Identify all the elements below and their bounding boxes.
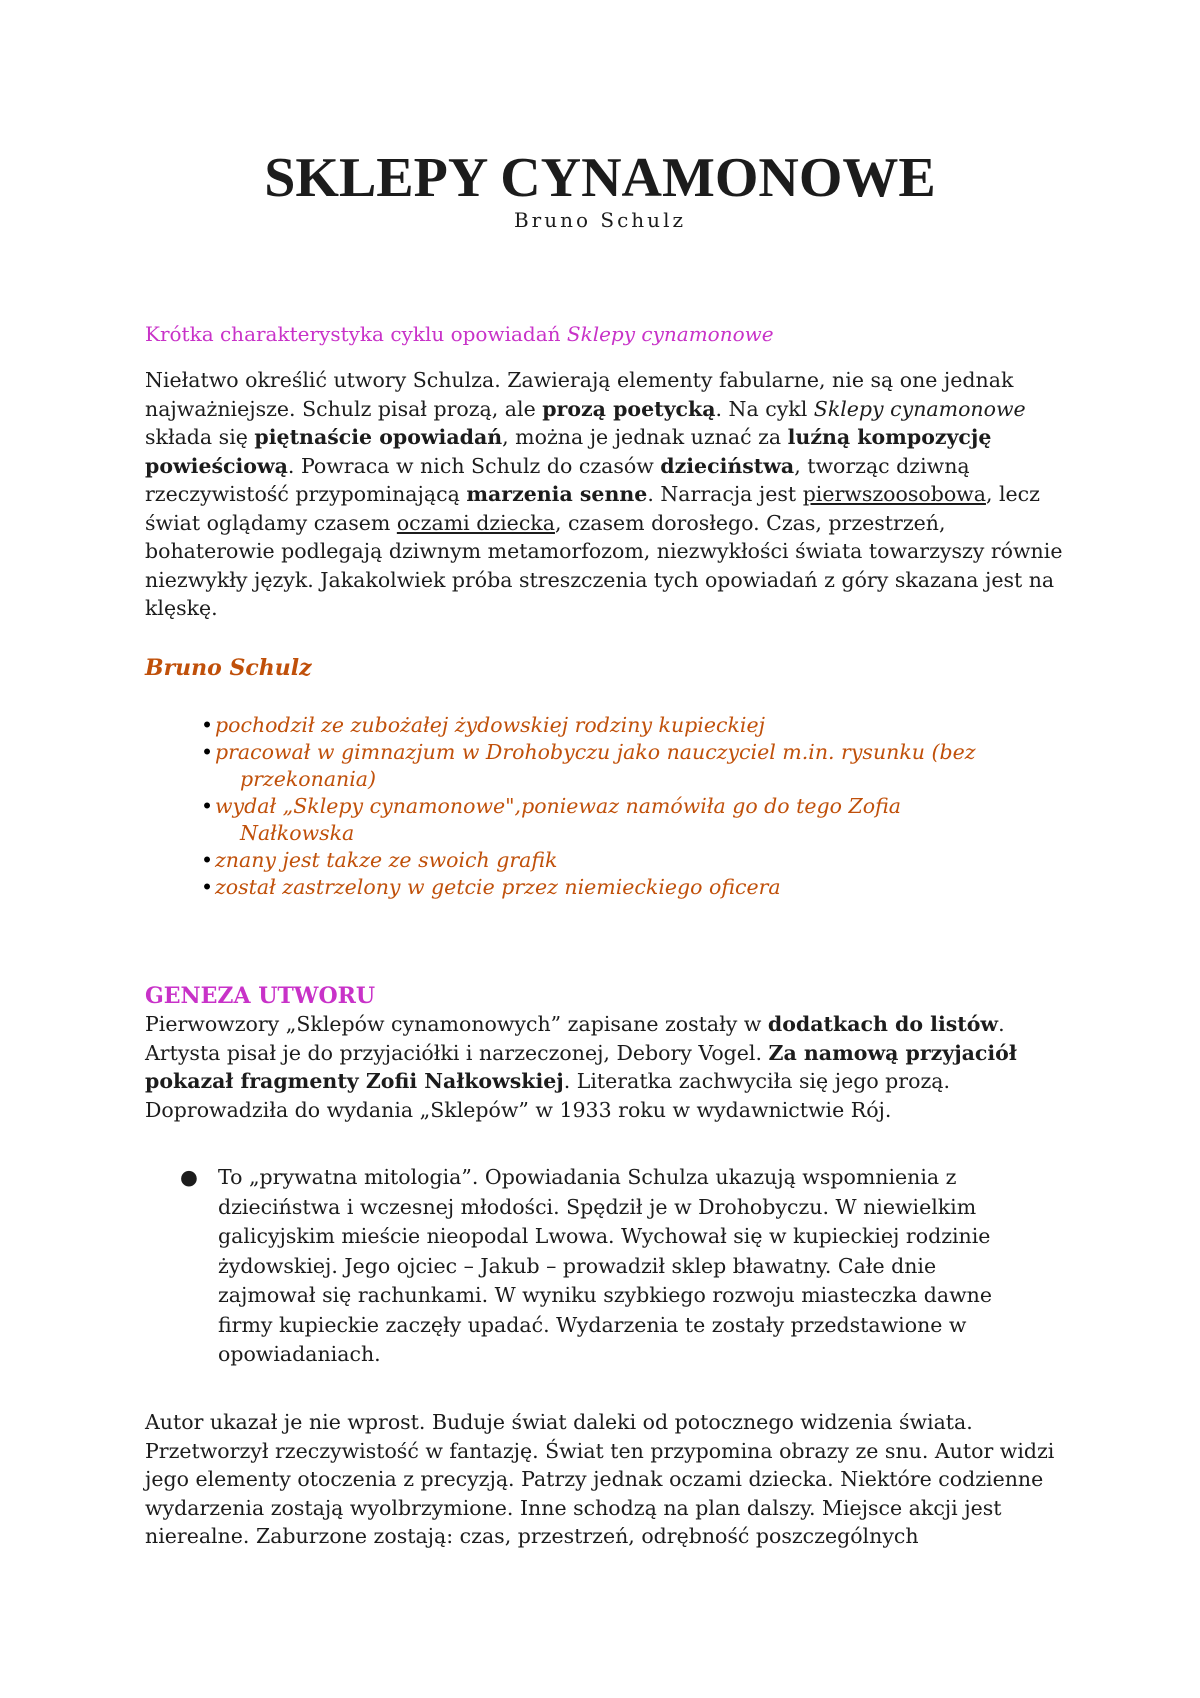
bold-run: dodatkach do listów (767, 1012, 999, 1036)
italic-run: Sklepy cynamonowe (813, 396, 1026, 421)
list-item-text: został zastrzelony w getcie przez niemieckiego oficera (215, 875, 781, 899)
list-item-text: znany jest takze ze swoich grafik (215, 848, 558, 872)
section-heading-characteristics (145, 322, 774, 346)
bold-run: luźną kompozycję powieściową (145, 425, 992, 478)
list-item-text: wydał „Sklepy cynamonowe",poniewaz namówiła go do tego Zofia (215, 794, 901, 818)
list-item-text: pracował w gimnazjum w Drohobyczu jako nauczyciel m.in. rysunku (bez (215, 740, 976, 764)
bullet-icon: • (201, 848, 214, 872)
author-facts-list (203, 712, 1063, 901)
text-run: . Artysta pisał je do przyjaciółki i narzeczonej, Debory Vogel. (145, 1012, 1005, 1065)
closing-paragraph: Autor ukazał je nie wprost. Buduje świat daleki od potocznego widzenia świata. Przetworzył rzeczywistość w fantazję. Świat ten przypomina obrazy ze snu. Autor widzi jego elementy otoczenia z precyzją. Patrzy jednak oczami dziecka. Niektóre codzienne wydarzenia zostają wyolbrzymione. Inne schodzą na plan dalszy. Miejsce akcji jest nierealne. Zaburzone zostają: czas, przestrzeń, odrębność poszczególnych (145, 1410, 1055, 1548)
bold-run: dzieciństwa (660, 453, 795, 478)
characteristics-paragraph (145, 366, 1075, 623)
text-run: , lecz świat oglądamy czasem (145, 482, 1040, 535)
text-run: Pierwowzory „Sklepów cynamonowych” zapisane zostały w (145, 1012, 768, 1036)
text-run: składa się (145, 425, 255, 449)
list-item-continuation: Nałkowska (240, 821, 355, 845)
text-run: . Na cykl (715, 396, 814, 421)
bullet-icon: • (201, 740, 214, 764)
bold-run: piętnaście opowiadań (254, 425, 503, 449)
document-author: Bruno Schulz (513, 208, 686, 232)
list-item (203, 847, 1063, 874)
text-run: , czasem dorosłego. Czas, przestrzeń, bohaterowie podlegają dziwnym metamorfozom, niezwykłości świata towarzyszy równie niezwykły język. Jakakolwiek próba streszczenia tych opowiadań z góry skazana jest na klęskę. (145, 510, 1063, 620)
text-run: Niełatwo określić utwory Schulza. Zawierają elementy fabularne, nie są one jednak najważniejsze. Schulz pisał prozą, ale (145, 368, 1014, 421)
bullet-icon: ● (180, 1165, 198, 1189)
section-heading-author: Bruno Schulz (145, 655, 312, 681)
text-run: . Powraca w nich Schulz do czasów (287, 453, 661, 478)
list-item (203, 793, 1063, 847)
bold-run: marzenia senne (466, 482, 648, 506)
bold-run: prozą poetycką (542, 396, 716, 421)
genesis-paragraph (145, 1010, 1085, 1124)
text-run: . Narracja jest (647, 482, 803, 506)
heading-italic-title: Sklepy cynamonowe (566, 322, 774, 346)
list-item-text: pochodził ze zubożałej żydowskiej rodziny kupieckiej (215, 713, 765, 737)
list-item (203, 739, 1063, 793)
bullet-icon: • (201, 713, 214, 737)
text-run: , tworząc dziwną rzeczywistość przypominającą (145, 453, 970, 506)
list-item (203, 874, 1063, 901)
underlined-run: oczami dziecka (396, 510, 555, 535)
heading-text: Krótka charakterystyka cyklu opowiadań (145, 322, 567, 346)
bullet-icon: • (201, 875, 214, 899)
list-item-continuation: przekonania) (240, 767, 377, 791)
text-run: , można je jednak uznać za (502, 425, 788, 449)
underlined-run: pierwszoosobowa (802, 482, 986, 506)
mythology-bullet-text: To „prywatna mitologia”. Opowiadania Schulza ukazują wspomnienia z dzieciństwa i wczesnej młodości. Spędził je w Drohobyczu. W niewielkim galicyjskim mieście nieopodal Lwowa. Wychował się w kupieckiej rodzinie żydowskiej. Jego ojciec – Jakub – prowadził sklep bławatny. Całe dnie zajmował się rachunkami. W wyniku szybkiego rozwoju miasteczka dawne firmy kupieckie zaczęły upadać. Wydarzenia te zostały przedstawione w opowiadaniach. (218, 1165, 993, 1366)
bullet-icon: • (201, 794, 214, 818)
list-item (203, 712, 1063, 739)
bold-run: Za namową przyjaciół pokazał fragmenty Zofii Nałkowskiej (145, 1040, 1017, 1093)
text-run: . Literatka zachwyciła się jego prozą. Doprowadziła do wydania „Sklepów” w 1933 roku w wydawnictwie Rój. (145, 1069, 950, 1122)
section-heading-genesis: GENEZA UTWORU (145, 983, 376, 1009)
document-title: SKLEPY CYNAMONOWE (264, 147, 936, 209)
